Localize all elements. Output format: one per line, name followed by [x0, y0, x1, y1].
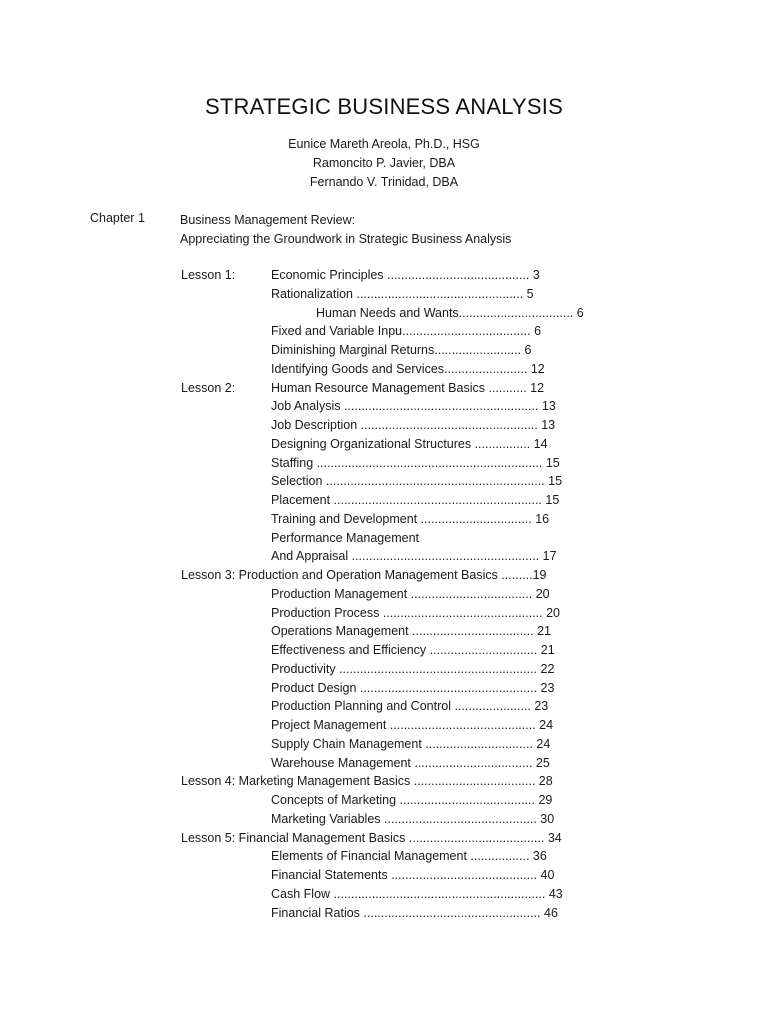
toc-row	[0, 379, 768, 398]
toc-entry: Fixed and Variable Inpu..................................... 6	[271, 324, 542, 339]
document-title: STRATEGIC BUSINESS ANALYSIS	[205, 94, 563, 119]
toc-row	[0, 847, 768, 866]
toc-entry: Diminishing Marginal Returns......................... 6	[271, 343, 532, 357]
toc-entry: Elements of Financial Management ................. 36	[271, 849, 547, 864]
toc-entry: Marketing Variables ............................................ 30	[271, 811, 555, 826]
toc-entry: Project Management .......................................... 24	[271, 718, 554, 732]
toc-entry: Designing Organizational Structures ................ 14	[271, 436, 548, 451]
toc-entry: Job Analysis ........................................................ 13	[271, 399, 556, 414]
toc-row	[0, 866, 768, 885]
toc-row	[0, 622, 768, 641]
toc-entry: Production Process .............................................. 20	[271, 605, 560, 620]
toc-entry: Selection ............................................................... 15	[271, 474, 563, 489]
toc-entry: Lesson 5: Financial Management Basics ....................................... 34	[181, 830, 562, 845]
toc-entry: Warehouse Management .................................. 25	[271, 755, 550, 770]
toc-row	[0, 641, 768, 660]
toc-entry: Financial Statements .......................................... 40	[271, 868, 555, 882]
author-name: Ramoncito P. Javier, DBA	[312, 156, 456, 170]
toc-row	[0, 679, 768, 698]
toc-entry: Job Description ................................................... 13	[271, 418, 556, 432]
toc-row	[0, 435, 768, 454]
toc-row	[0, 341, 768, 360]
toc-row	[0, 510, 768, 529]
toc-row	[0, 885, 768, 904]
toc-entry: Lesson 4: Marketing Management Basics ................................... 28	[181, 774, 553, 789]
toc-row	[0, 360, 768, 379]
toc-entry: Human Needs and Wants................................. 6	[316, 305, 584, 320]
toc-entry: Production Planning and Control ...................... 23	[271, 699, 549, 714]
toc-row	[0, 791, 768, 810]
toc-entry: Staffing ................................................................. 15	[271, 455, 560, 470]
toc-row	[0, 266, 768, 285]
chapter-title-line: Appreciating the Groundwork in Strategic Business Analysis	[180, 232, 512, 246]
toc-entry: Operations Management ................................... 21	[271, 624, 551, 639]
toc-row	[0, 810, 768, 829]
toc-entry: Rationalization ................................................ 5	[271, 286, 534, 301]
toc-row	[0, 322, 768, 341]
toc-entry: Product Design ................................................... 23	[271, 680, 555, 695]
toc-lesson-label: Lesson 1:	[181, 268, 236, 282]
toc-row	[0, 585, 768, 604]
toc-entry: Concepts of Marketing ....................................... 29	[271, 793, 553, 807]
author-name: Fernando V. Trinidad, DBA	[309, 175, 459, 189]
chapter-label: Chapter 1	[90, 211, 145, 225]
toc-entry: Productivity ......................................................... 22	[271, 661, 555, 676]
toc-entry: Identifying Goods and Services........................ 12	[271, 361, 545, 376]
toc-entry: Lesson 3: Production and Operation Management Basics .........19	[181, 568, 547, 582]
toc-row	[0, 397, 768, 416]
toc-row	[0, 716, 768, 735]
author-name: Eunice Mareth Areola, Ph.D., HSG	[288, 137, 480, 151]
toc-row	[0, 772, 768, 791]
toc-row	[0, 529, 768, 548]
toc-row	[0, 454, 768, 473]
toc-row	[0, 829, 768, 848]
toc-entry: Training and Development ................................ 16	[271, 511, 550, 526]
toc-row	[0, 904, 768, 923]
toc-entry: Economic Principles ......................................... 3	[271, 268, 540, 282]
toc-row	[0, 604, 768, 623]
toc-entry: Placement ............................................................ 15	[271, 493, 560, 507]
toc-entry: Human Resource Management Basics ........... 12	[271, 380, 545, 395]
toc-row	[0, 754, 768, 773]
toc-row	[0, 472, 768, 491]
chapter-title	[180, 211, 511, 249]
toc-entry: And Appraisal ...................................................... 17	[271, 549, 557, 564]
toc-entry: Financial Ratios ................................................... 46	[271, 905, 558, 920]
toc-row	[0, 547, 768, 566]
toc-row	[0, 660, 768, 679]
toc-entry: Cash Flow ............................................................. 43	[271, 886, 563, 901]
table-of-contents	[0, 266, 768, 922]
chapter-title-line: Business Management Review:	[180, 213, 356, 227]
toc-row	[0, 735, 768, 754]
toc-entry: Effectiveness and Efficiency ............................... 21	[271, 643, 555, 657]
toc-row	[0, 304, 768, 323]
toc-lesson-label: Lesson 2:	[181, 380, 236, 395]
toc-row	[0, 566, 768, 585]
author-list	[0, 135, 768, 192]
toc-entry: Production Management ................................... 20	[271, 586, 550, 601]
toc-row	[0, 491, 768, 510]
toc-row	[0, 285, 768, 304]
toc-row	[0, 697, 768, 716]
toc-entry: Performance Management	[271, 530, 419, 545]
toc-entry: Supply Chain Management ............................... 24	[271, 736, 551, 751]
toc-row	[0, 416, 768, 435]
